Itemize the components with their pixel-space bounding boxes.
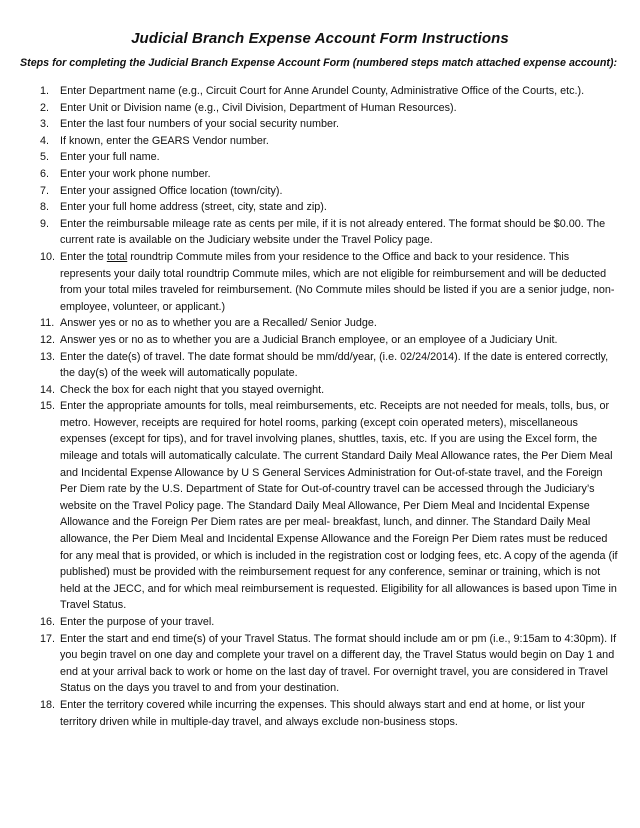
step-text: Enter the appropriate amounts for tolls, meal reimbursements, etc. Receipts are not needed for meals, tolls, bus, or metro. However, receipts are required for hotel rooms, parking (except coin operated meters), miscellaneous expenses (except for tips), and for travel involving planes, shuttles, taxis, etc. If you are using the Excel form, the mileage and totals will automatically calculate. The current Standard Daily Meal Allowance rates, the Per Diem Meal and Incidental Expense Allowance by U S General Services Administration for Out-of-state travel, and the Foreign Per Diem rate by the U.S. Department of State for Out-of-country travel can be accessed through the Judiciary’s website on the Travel Policy page. The Standard Daily Meal Allowance, Per Diem Meal and Incidental Expense Allowance and the Foreign Per Diem rates are per meal- breakfast, lunch, and dinner. The Standard Daily Meal allowance, the Per Diem Meal and Incidental Expense Allowance and the Foreign Per Diem rates must be reduced for any meal that is provided, or which is included in the registration cost or lodging fees, etc. A copy of the agenda (if published) must be provided with the reimbursement request for any conference, seminar or training, which is not held at the JECC, and for which meal reimbursement is requested. Eligibility for all allowances is based upon Time in Travel Status. xyxy=(60,400,618,612)
step-number: 17. xyxy=(40,632,56,645)
step-text: Enter the purpose of your travel. xyxy=(60,616,215,628)
step-text xyxy=(60,249,620,315)
step-text: Enter your work phone number. xyxy=(60,167,211,180)
step-number: 3. xyxy=(40,118,50,131)
step-text: Enter your full name. xyxy=(60,151,160,164)
step-number: 18. xyxy=(40,698,56,711)
page-subtitle: Steps for completing the Judicial Branch Expense Account Form (numbered steps match attached expense account): xyxy=(20,57,618,69)
step-number: 15. xyxy=(40,400,56,413)
step-item xyxy=(40,166,620,183)
step-number: 8. xyxy=(40,201,50,214)
step-text: Answer yes or no as to whether you are a Judicial Branch employee, or an employee of a Judiciary Unit. xyxy=(60,333,558,346)
step-item xyxy=(40,382,620,399)
step-number: 9. xyxy=(40,217,50,230)
step-item xyxy=(40,614,620,631)
step-number: 7. xyxy=(40,184,50,197)
step-text: Enter the reimbursable mileage rate as cents per mile, if it is not already entered. The format should be $0.00. The current rate is available on the Judiciary website under the Travel Policy page. xyxy=(60,217,606,247)
step-item xyxy=(40,183,620,200)
step-number: 13. xyxy=(40,350,56,363)
step-text: Enter your assigned Office location (town/city). xyxy=(60,184,283,197)
step-item xyxy=(40,332,620,349)
step-item xyxy=(40,199,620,216)
step-item xyxy=(40,398,620,614)
step-number: 2. xyxy=(40,101,50,114)
step-number: 6. xyxy=(40,167,50,180)
step-item xyxy=(40,116,620,133)
step-number: 10. xyxy=(40,250,56,263)
step-item xyxy=(40,697,620,730)
step-number: 14. xyxy=(40,383,56,396)
step-text: Check the box for each night that you stayed overnight. xyxy=(60,383,325,396)
step-number: 1. xyxy=(40,85,50,97)
step-text-underlined: total xyxy=(106,250,128,263)
step-number: 16. xyxy=(40,616,56,628)
step-text-post: roundtrip Commute miles from your residence to the Office and back to your residence. This represents your daily total roundtrip Commute miles, which are not eligible for reimbursement and will be deducted from your total miles traveled for reimbursement. (No Commute miles should be listed if you are a senior judge, non-employee, volunteer, or applicant.) xyxy=(60,250,615,313)
step-text: Enter Department name (e.g., Circuit Court for Anne Arundel County, Administrative Office of the Courts, etc.). xyxy=(60,85,585,97)
step-number: 4. xyxy=(40,134,50,147)
page-title: Judicial Branch Expense Account Form Instructions xyxy=(131,30,509,47)
step-item xyxy=(40,133,620,150)
step-text-pre: Enter the xyxy=(60,250,107,263)
step-number: 12. xyxy=(40,333,56,346)
step-text: Enter Unit or Division name (e.g., Civil Division, Department of Human Resources). xyxy=(60,101,457,114)
step-text: Enter the territory covered while incurring the expenses. This should always start and end at home, or list your territory driven while in multiple-day travel, and always exclude non-business stops. xyxy=(60,698,585,728)
step-text: Enter your full home address (street, city, state and zip). xyxy=(60,201,327,214)
step-text: Enter the last four numbers of your social security number. xyxy=(60,118,340,131)
step-number: 5. xyxy=(40,151,50,164)
step-text: If known, enter the GEARS Vendor number. xyxy=(60,134,269,147)
step-item xyxy=(40,315,620,332)
step-item xyxy=(40,216,620,249)
step-number: 11. xyxy=(40,317,55,330)
step-item xyxy=(40,631,620,697)
step-item xyxy=(40,349,620,382)
step-item xyxy=(40,249,620,315)
step-item xyxy=(40,149,620,166)
steps-list xyxy=(20,83,620,730)
step-text: Enter the start and end time(s) of your Travel Status. The format should include am or pm (i.e., 9:15am to 4:30pm). If you begin travel on one day and complete your travel on a different day, the Travel Status would begin on Day 1 and end at your arrival back to work or home on the last day of travel. For overnight travel, you are considered in Travel Status on the days you travel to and from your destination. xyxy=(60,632,617,695)
step-item xyxy=(40,83,620,100)
step-text: Answer yes or no as to whether you are a Recalled/ Senior Judge. xyxy=(60,317,377,330)
step-item xyxy=(40,100,620,117)
step-text: Enter the date(s) of travel. The date format should be mm/dd/year, (i.e. 02/24/2014). If the date is entered correctly, the day(s) of the week will automatically populate. xyxy=(60,350,609,380)
